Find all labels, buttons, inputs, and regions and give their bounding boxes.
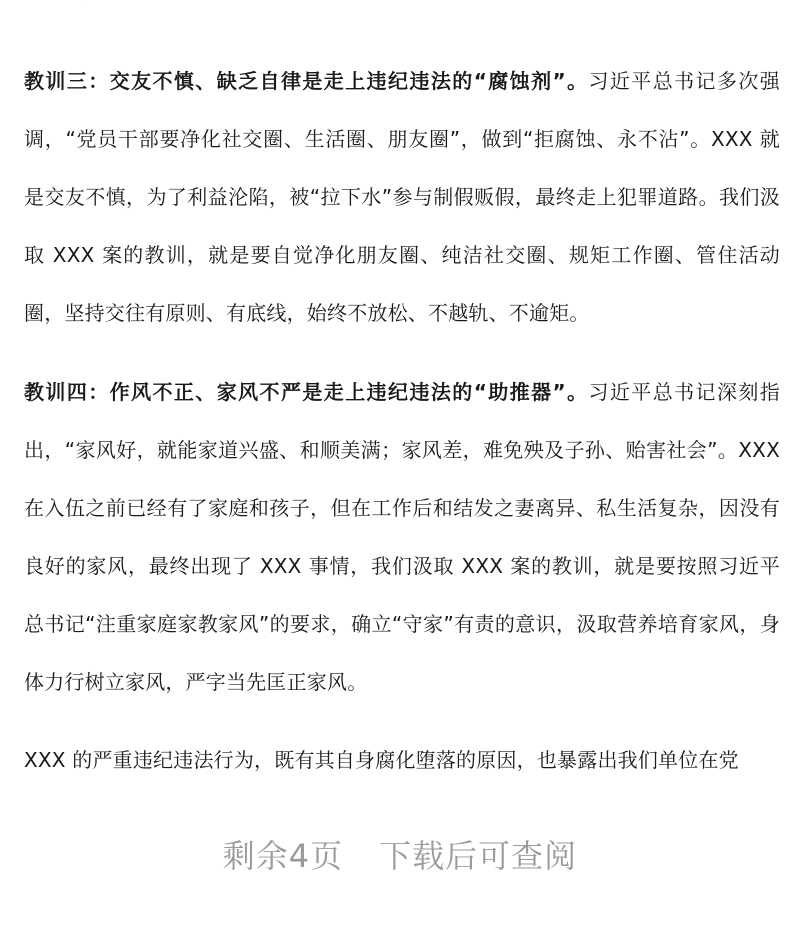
cut-off-line-text — [24, 0, 408, 1]
summary-text: XXX 的严重违纪违法行为，既有其自身腐化堕落的原因，也暴露出我们单位在党 — [24, 748, 739, 772]
paragraph-summary — [24, 731, 780, 789]
lesson-three-heading: 教训三：交友不慎、缺乏自律是走上违纪违法的“腐蚀剂”。 — [24, 69, 589, 93]
cut-off-line — [24, 0, 780, 18]
download-to-view-label[interactable]: 下载后可查阅 — [379, 837, 578, 875]
paragraph-lesson-four — [24, 363, 780, 711]
lesson-four-heading: 教训四：作风不正、家风不严是走上违纪违法的“助推器”。 — [24, 380, 589, 404]
lesson-four-body: 习近平总书记深刻指出，“家风好，就能家道兴盛、和顺美满；家风差，难免殃及子孙、贻害社会”。XXX 在入伍之前已经有了家庭和孩子，但在工作后和结发之妻离异、私生活复杂，因没有良好的家风，最终出现了 XXX 事情，我们汲取 XXX 案的教训，就是要按照习近平总书记“注重家庭家教家风”的要求，确立“守家”有责的意识，汲取营养培育家风，身体力行树立家风，严字当先匡正家风。 — [24, 380, 780, 694]
lesson-three-body: 习近平总书记多次强调，“党员干部要净化社交圈、生活圈、朋友圈”，做到“拒腐蚀、永不沾”。XXX 就是交友不慎，为了利益沦陷，被“拉下水”参与制假贩假，最终走上犯罪道路。我们汲取 XXX 案的教训，就是要自觉净化朋友圈、纯洁社交圈、规矩工作圈、管住活动圈，坚持交往有原则、有底线，始终不放松、不越轨、不逾矩。 — [24, 69, 780, 325]
paragraph-lesson-three — [24, 52, 780, 342]
remaining-pages-label: 剩余4页 — [222, 837, 344, 875]
download-prompt[interactable] — [0, 826, 800, 886]
